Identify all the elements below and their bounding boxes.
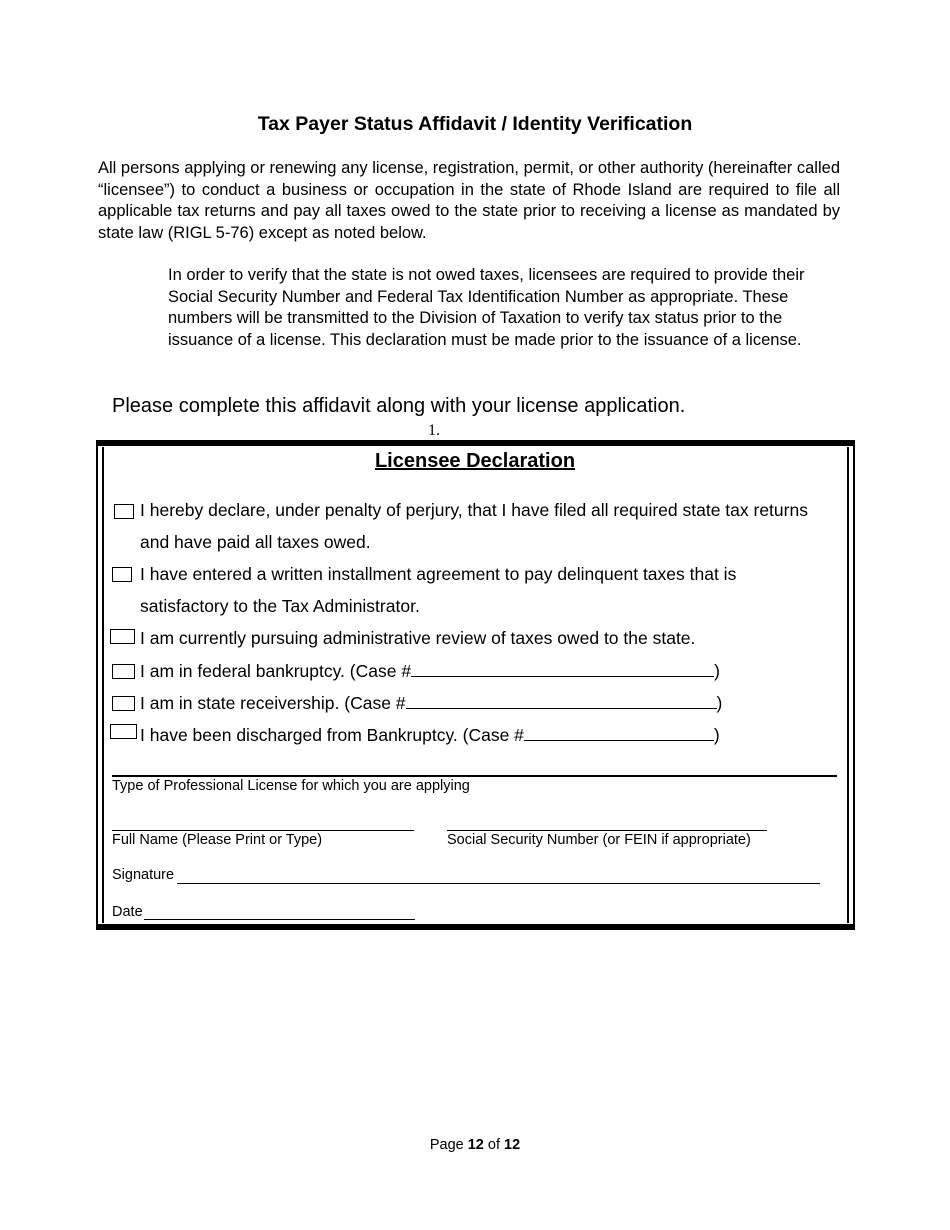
intro-paragraph: All persons applying or renewing any license, registration, permit, or other authority (hereinafter called “licensee”) to conduct a business or occupation in the state of Rhode Island are required to file all applicable tax returns and pay all taxes owed to the state prior to receiving a license as mandated by state law (RIGL 5-76) except as noted below.: [98, 159, 840, 242]
checkbox-installment-agreement[interactable]: [112, 567, 132, 582]
checkbox-administrative-review[interactable]: [110, 629, 135, 644]
instruction-text: Please complete this affidavit along with your license application.: [112, 395, 686, 417]
page-footer: [0, 1136, 950, 1154]
option-federal-bankruptcy-label: I am in federal bankruptcy. (Case #: [140, 661, 412, 681]
federal-case-number-field[interactable]: [411, 660, 714, 677]
list-marker: 1.: [428, 422, 440, 439]
checkbox-federal-bankruptcy[interactable]: [112, 664, 135, 679]
option-federal-bankruptcy-close: ): [714, 661, 720, 681]
option-state-receivership-close: ): [716, 693, 723, 713]
option-filed-returns-line1: I hereby declare, under penalty of perjury, that I have filed all required state tax returns: [140, 500, 808, 520]
page-total: 12: [504, 1137, 521, 1153]
verification-paragraph: In order to verify that the state is not owed taxes, licensees are required to provide their Social Security Number and Federal Tax Identification Number as appropriate. These numbers will be transmitted to the Division of Taxation to verify tax status prior to the issuance of a license. This declaration must be made prior to the issuance of a license.: [168, 266, 805, 349]
date-label: Date: [112, 904, 143, 920]
checkbox-filed-returns[interactable]: [114, 504, 134, 519]
option-discharged-bankruptcy-label: I have been discharged from Bankruptcy. (Case #: [140, 725, 524, 745]
signature-label: Signature: [112, 867, 175, 883]
checkbox-state-receivership[interactable]: [112, 696, 135, 711]
option-state-receivership: [140, 692, 722, 714]
checkbox-discharged-bankruptcy[interactable]: [110, 724, 137, 739]
option-filed-returns-line2: and have paid all taxes owed.: [140, 532, 371, 552]
ssn-label: Social Security Number (or FEIN if appropriate): [447, 832, 751, 848]
option-discharged-bankruptcy-close: ): [713, 725, 720, 745]
page-title: Tax Payer Status Affidavit / Identity Verification: [257, 113, 693, 135]
declaration-heading: Licensee Declaration: [374, 450, 576, 472]
page-current: 12: [467, 1137, 484, 1153]
option-administrative-review: I am currently pursuing administrative review of taxes owed to the state.: [140, 628, 696, 648]
option-federal-bankruptcy: [140, 660, 720, 682]
license-type-label: Type of Professional License for which you are applying: [112, 778, 470, 794]
receivership-case-number-field[interactable]: [406, 692, 717, 709]
date-field[interactable]: [144, 919, 415, 920]
signature-field[interactable]: [177, 883, 820, 884]
discharge-case-number-field[interactable]: [524, 724, 714, 741]
option-state-receivership-label: I am in state receivership. (Case #: [140, 693, 406, 713]
option-installment-line1: I have entered a written installment agreement to pay delinquent taxes that is: [140, 564, 737, 584]
option-installment-line2: satisfactory to the Tax Administrator.: [140, 596, 420, 616]
page-of: of: [483, 1137, 505, 1153]
full-name-label: Full Name (Please Print or Type): [112, 832, 323, 848]
page-prefix: Page: [429, 1137, 468, 1153]
option-discharged-bankruptcy: [140, 724, 720, 746]
